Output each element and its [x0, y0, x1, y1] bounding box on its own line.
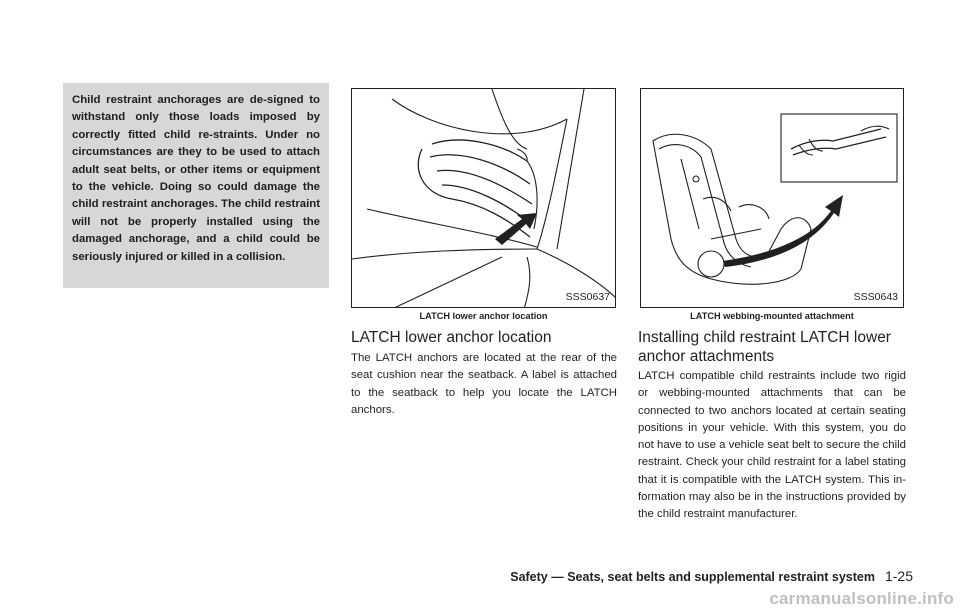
webbing-attachment-illustration [641, 89, 904, 308]
page-number: 1-25 [884, 568, 913, 584]
figure-code: SSS0643 [853, 291, 898, 303]
warning-box [63, 83, 329, 288]
section-body: The LATCH anchors are located at the rear of the seat cushion near the seatback. A label is attached to the seatback to help you locate the LATCH anchors. [351, 352, 617, 416]
footer-section-title: Safety — Seats, seat belts and supplemental restraint system [510, 570, 875, 584]
figure-caption: LATCH webbing-mounted attachment [690, 311, 854, 321]
figure-webbing-attachment [640, 88, 904, 308]
page-footer [510, 568, 913, 584]
section-heading: LATCH lower anchor location [351, 329, 552, 346]
warning-text: Child restraint anchorages are de-signed to withstand only those loads imposed by correctly fitted child re-straints. Under no circumstances are they to be used to attach adult seat belts, or other items or equipment to the vehicle. Doing so could damage the child restraint anchorages. The child restraint will not be properly installed using the damaged anchorage, and a child could be seriously injured or killed in a collision. [72, 94, 320, 263]
section-heading: Installing child restraint LATCH lower anchor attachments [638, 329, 891, 365]
figure-caption: LATCH lower anchor location [419, 311, 548, 321]
figure-lower-anchor [351, 88, 616, 308]
section-body: LATCH compatible child restraints include two rigid or webbing-mounted attachments that can be connected to two anchors located at certain seating positions in your vehicle. With this system, you do not have to use a vehicle seat belt to secure the child restraint. Check your child restraint for a label stating that it is compatible with the LATCH system. This in-formation may also be in the instructions provided by the child restraint manufacturer. [638, 370, 906, 521]
lower-anchor-illustration [352, 89, 616, 308]
watermark: carmanualsonline.info [769, 589, 954, 608]
figure-code: SSS0637 [565, 291, 610, 303]
